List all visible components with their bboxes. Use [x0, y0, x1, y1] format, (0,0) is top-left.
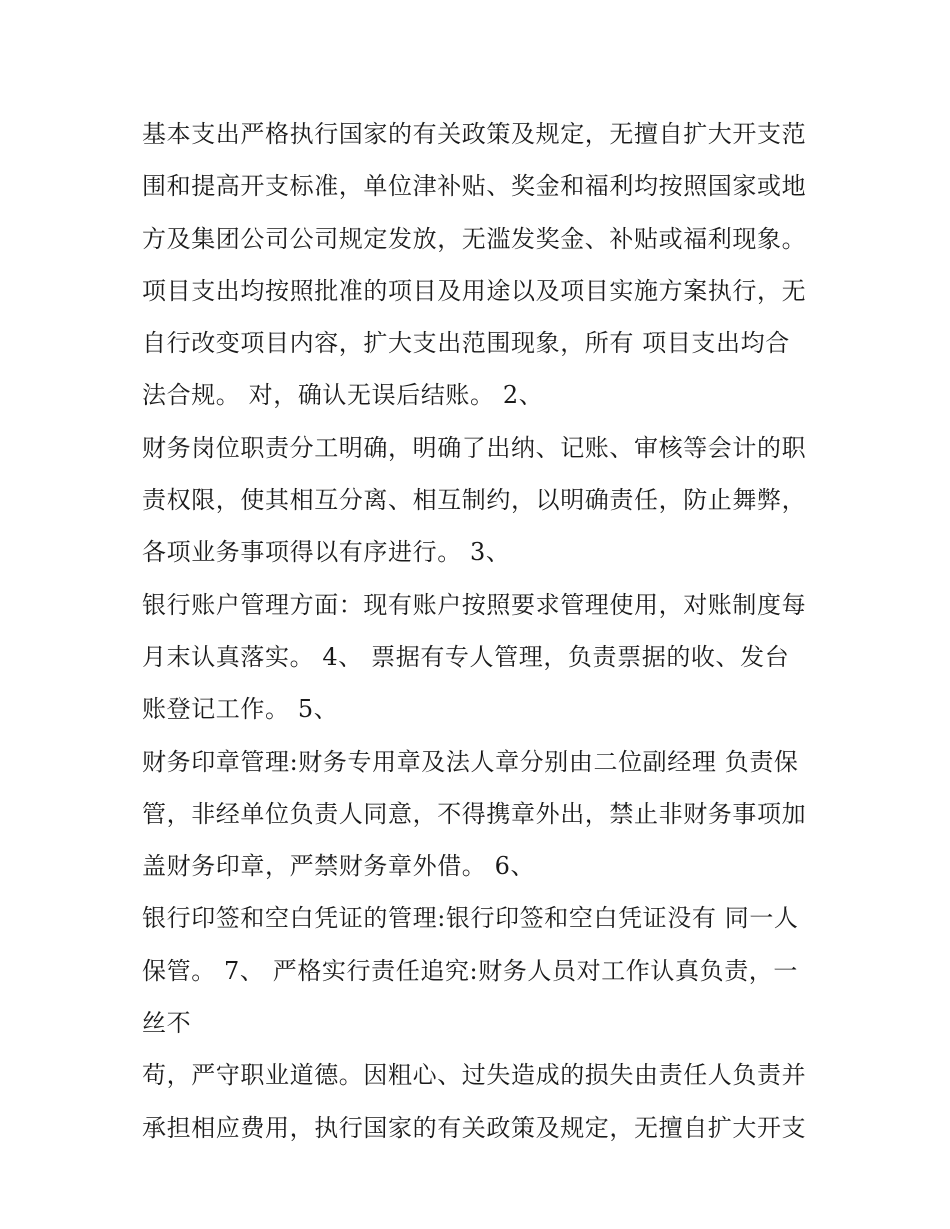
text-line: 法合规。 对，确认无误后结账。 2、: [142, 381, 544, 410]
text-line: 月末认真落实。 4、 票据有专人管理，负责票据的收、发台: [142, 642, 790, 671]
text-line: 保管。 7、 严格实行责任追究:财务人员对工作认真负责，一: [142, 956, 799, 985]
text-line: 责权限，使其相互分离、相互制约，以明确责任，防止舞弊，: [142, 486, 807, 515]
text-line: 盖财务印章，严禁财务章外借。 6、: [142, 852, 536, 881]
text-line: 承担相应费用，执行国家的有关政策及规定，无擅自扩大开支: [142, 1113, 807, 1142]
text-line: 苟，严守职业道德。因粗心、过失造成的损失由责任人负责并: [142, 1061, 807, 1090]
text-line: 管，非经单位负责人同意，不得携章外出，禁止非财务事项加: [142, 799, 807, 828]
text-line: 丝不: [142, 1009, 192, 1038]
text-line: 财务岗位职责分工明确，明确了出纳、记账、审核等会计的职: [142, 433, 807, 462]
text-line: 账登记工作。 5、: [142, 695, 339, 724]
text-line: 基本支出严格执行国家的有关政策及规定，无擅自扩大开支范: [142, 120, 807, 148]
text-line: 自行改变项目内容，扩大支出范围现象，所有 项目支出均合: [142, 329, 790, 358]
text-line: 围和提高开支标准，单位津补贴、奖金和福利均按照国家或地: [142, 172, 807, 201]
text-line: 银行印签和空白凭证的管理:银行印签和空白凭证没有 同一人: [142, 904, 799, 933]
text-line: 方及集团公司公司规定发放，无滥发奖金、补贴或福利现象。: [142, 224, 807, 253]
text-line: 银行账户管理方面：现有账户按照要求管理使用，对账制度每: [142, 590, 807, 619]
body-text: [142, 108, 832, 1154]
text-line: 各项业务事项得以有序进行。 3、: [142, 538, 511, 567]
text-line: 项目支出均按照批准的项目及用途以及项目实施方案执行，无: [142, 276, 807, 305]
text-line: 财务印章管理:财务专用章及法人章分别由二位副经理 负责保: [142, 747, 799, 776]
